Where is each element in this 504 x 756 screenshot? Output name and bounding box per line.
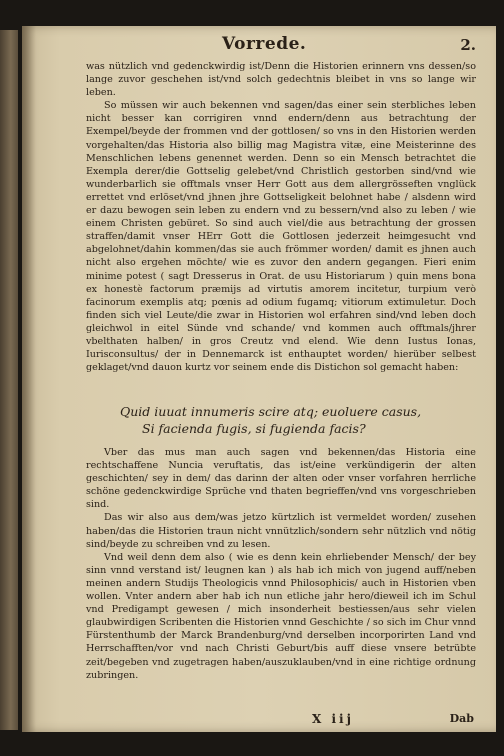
text-block-bottom xyxy=(86,446,476,682)
latin-distich xyxy=(120,403,460,437)
page-gutter-shadow xyxy=(22,26,36,732)
facing-page-edge xyxy=(0,30,18,730)
paragraph: So müssen wir auch bekennen vnd sagen/das einer sein sterbliches leben nicht besser kan corrigiren vnnd endern/denn aus betrachtung der Exempel/beyde der frommen vnd der gottlosen/ so vns in den Historien werden vorgehalten/das Historia also billig mag Magistra vitæ, eine Meisterinne des Menschlichen lebens genennet werden. Denn so ein Mensch betrachtet die Exempla derer/die Gottselig gelebet/vnd Christlich gestorben sind/vnd wie wunderbarlich sie offtmals vnser Herr Gott aus dem allergrösseften vnglück errettet vnd erlöset/vnd jhnen jhre Gottseligkeit belohnet habe / alsdenn wird er dazu bewogen sein leben zu endern vnd zu bessern/vnd also zu leben / wie einem Christen gebüret. So sind auch viel/die aus betrachtung der grossen straffen/damit vnser HErr Gott die Gottlosen jederzeit heimgesucht vnd abgelohnet/dahin kommen/das sie auch frömmer worden/ damit es jhnen auch nicht also ergehen möchte/ wie es zuvor den andern gegangen. Fieri enim minime potest ( sagt Dresserus in Orat. de usu Historiarum ) quin mens bona ex honestè factorum præmijs ad virtutis amorem incitetur, turpium verò facinorum exemplis atq; pœnis ad odium fugamq; vitiorum extimuletur. Doch finden sich viel Leute/die zwar in Historien wol erfahren sind/vnd leben doch gleichwol in eitel Sünde vnd schande/ vnd kommen auch offtmals/jhrer vbelthaten halben/ in gros Creutz vnd elend. Wie denn Iustus Ionas, Iurisconsultus/ der in Dennemarck ist enthauptet worden/ hierüber selbest geklaget/vnd dauon kurtz vor seinem ende dis Distichon sol gemacht haben: xyxy=(86,100,476,374)
verse-line: Si facienda fugis, si fugienda facis? xyxy=(142,421,366,436)
page-number: 2. xyxy=(460,36,476,54)
running-head: Vorrede. xyxy=(222,34,307,54)
page-header xyxy=(22,34,496,58)
paragraph: Vnd weil denn dem also ( wie es denn kein ehrliebender Mensch/ der bey sinn vnnd verstand ist/ leugnen kan ) als hab ich mich von jugend auff/neben meinen andern Studijs Theologicis vnnd Philosophicis/ auch in Historien vben wollen. Vnter andern aber hab ich nun etliche jahr hero/dieweil ich im Schul vnd Predigampt gewesen / mich insonderheit bestiessen/aus sehr vielen glaubwirdigen Scribenten die Historien vnnd Geschichte / so sich im Chur vnnd Fürstenthumb der Marck Brandenburg/vnd derselben incorporirten Land vnd Herrschafften/vor vnd nach Christi Geburt/bis auff diese vnsere betrübte zeit/begeben vnd zugetragen haben/auszuklauben/vnd in eine richtige ordnung zubringen. xyxy=(86,551,476,681)
text-block-top xyxy=(86,60,476,374)
paragraph: Vber das mus man auch sagen vnd bekennen/das Historia eine rechtschaffene Nuncia veruftatis, das ist/eine verkündigerin der alten geschichten/ sey in dem/ das darinn der alten oder vnser vorfahren herrliche schöne gedenckwirdige Sprüche vnd thaten begrieffen/vnd vns vorgeschrieben sind. xyxy=(86,447,476,511)
page-footer xyxy=(22,712,496,728)
paragraph: Das wir also aus dem/was jetzo kürtzlich ist vermeldet worden/ zusehen haben/das die Historien traun nicht vnnützlich/sondern sehr nützlich vnd nötig sind/beyde zu schreiben vnd zu lesen. xyxy=(86,512,476,550)
book-page xyxy=(22,26,496,732)
signature-mark: X iij xyxy=(312,712,354,726)
paragraph: was nützlich vnd gedenckwirdig ist/Denn die Historien erinnern vns dessen/so lange zuvor geschehen ist/vnd solch gedechtnis bleibet in vns so lange wir leben. xyxy=(86,61,476,99)
catchword: Dab xyxy=(449,712,474,725)
verse-line: Quid iuuat innumeris scire atq; euoluere casus, xyxy=(120,404,422,419)
